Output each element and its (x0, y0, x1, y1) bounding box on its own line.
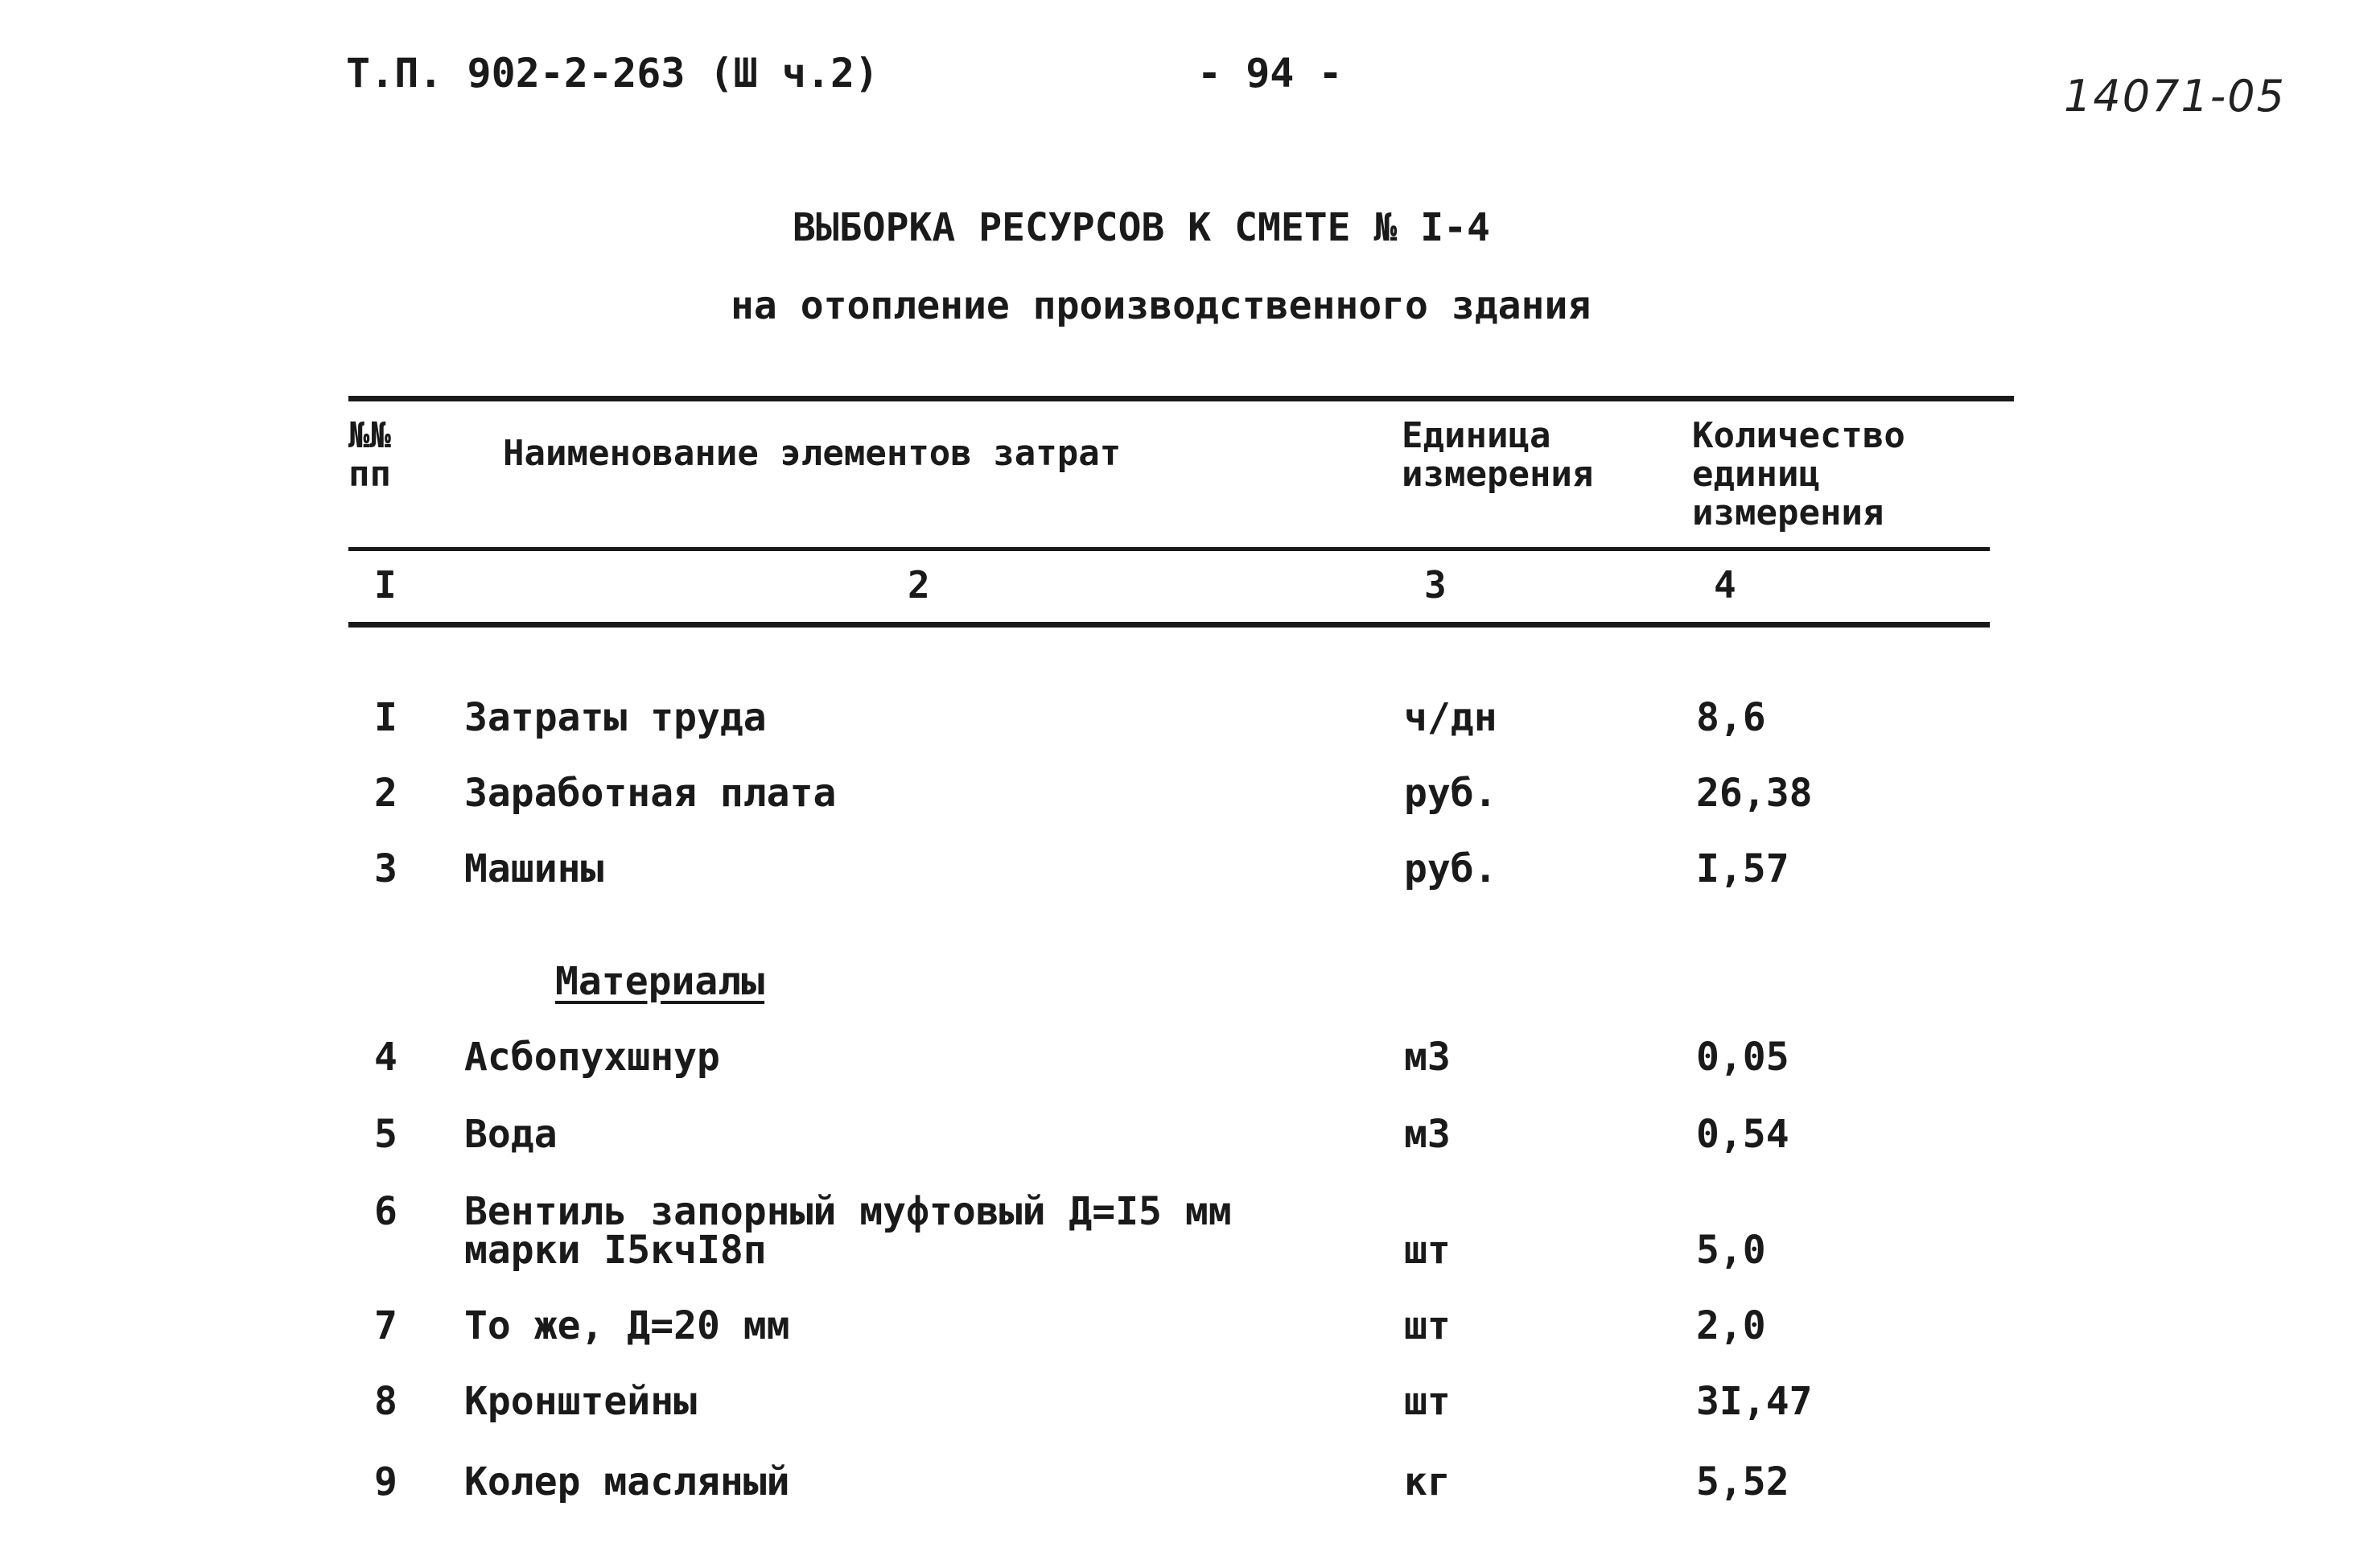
row-unit: ч/дн (1404, 695, 1497, 740)
column-header-quantity-line: измерения (1692, 492, 1884, 533)
row-quantity: 2,0 (1696, 1303, 1766, 1348)
table-header-rule (348, 547, 1990, 551)
document-title: ВЫБОРКА РЕСУРСОВ К СМЕТЕ № I-4 (793, 205, 1490, 250)
document-reference: Т.П. 902-2-263 (Ш ч.2) (346, 50, 879, 97)
row-quantity: 0,54 (1696, 1112, 1789, 1157)
row-number: 4 (374, 1035, 397, 1080)
page-number: - 94 - (1197, 50, 1343, 97)
row-number: 9 (374, 1459, 397, 1504)
row-name-continuation: марки I5кчI8п (464, 1228, 767, 1273)
column-header-unit-line: измерения (1402, 454, 1594, 495)
archive-number: 14071-05 (2064, 71, 2286, 121)
row-unit: шт (1404, 1303, 1451, 1348)
column-header-name: Наименование элементов затрат (503, 433, 1122, 474)
column-number: I (374, 563, 397, 607)
row-unit: кг (1404, 1459, 1451, 1504)
column-header-quantity (1692, 417, 1905, 533)
row-quantity: 5,0 (1696, 1228, 1766, 1273)
row-unit: м3 (1404, 1035, 1451, 1080)
column-number: 4 (1714, 563, 1736, 607)
row-name: Колер масляный (464, 1459, 790, 1504)
row-unit: шт (1404, 1228, 1451, 1273)
document-subtitle: на отопление производственного здания (731, 283, 1592, 328)
row-unit: м3 (1404, 1112, 1451, 1157)
column-header-quantity-line: Количество (1692, 415, 1905, 456)
section-heading-materials: Материалы (555, 959, 765, 1004)
row-number: 5 (374, 1112, 397, 1157)
column-header-number-line: пп (348, 454, 391, 495)
row-quantity: 5,52 (1696, 1459, 1789, 1504)
row-name: То же, Д=20 мм (464, 1303, 790, 1348)
row-quantity: I,57 (1696, 846, 1789, 891)
column-number: 2 (908, 563, 930, 607)
column-header-unit (1402, 417, 1593, 494)
column-number: 3 (1424, 563, 1447, 607)
row-name: Затраты труда (464, 695, 767, 740)
column-header-unit-line: Единица (1402, 415, 1551, 456)
table-number-rule (348, 622, 1990, 628)
row-quantity: 26,38 (1696, 771, 1813, 816)
row-number: 7 (374, 1303, 397, 1348)
row-number: 3 (374, 846, 397, 891)
row-number: 6 (374, 1189, 397, 1234)
row-quantity: 0,05 (1696, 1035, 1789, 1080)
row-quantity: 3I,47 (1696, 1379, 1813, 1424)
row-number: 8 (374, 1379, 397, 1424)
row-number: 2 (374, 771, 397, 816)
column-header-number (348, 417, 391, 494)
row-name: Вентиль запорный муфтовый Д=I5 мм (464, 1189, 1232, 1234)
row-name: Вода (464, 1112, 558, 1157)
row-name: Кронштейны (464, 1379, 697, 1424)
column-header-number-line: №№ (348, 415, 391, 456)
row-quantity: 8,6 (1696, 695, 1766, 740)
column-header-quantity-line: единиц (1692, 454, 1820, 495)
row-name: Асбопухшнур (464, 1035, 720, 1080)
row-name: Машины (464, 846, 604, 891)
row-number: I (374, 695, 397, 740)
row-unit: шт (1404, 1379, 1451, 1424)
table-top-rule (348, 396, 2014, 401)
row-unit: руб. (1404, 846, 1497, 891)
row-unit: руб. (1404, 771, 1497, 816)
row-name: Заработная плата (464, 771, 837, 816)
